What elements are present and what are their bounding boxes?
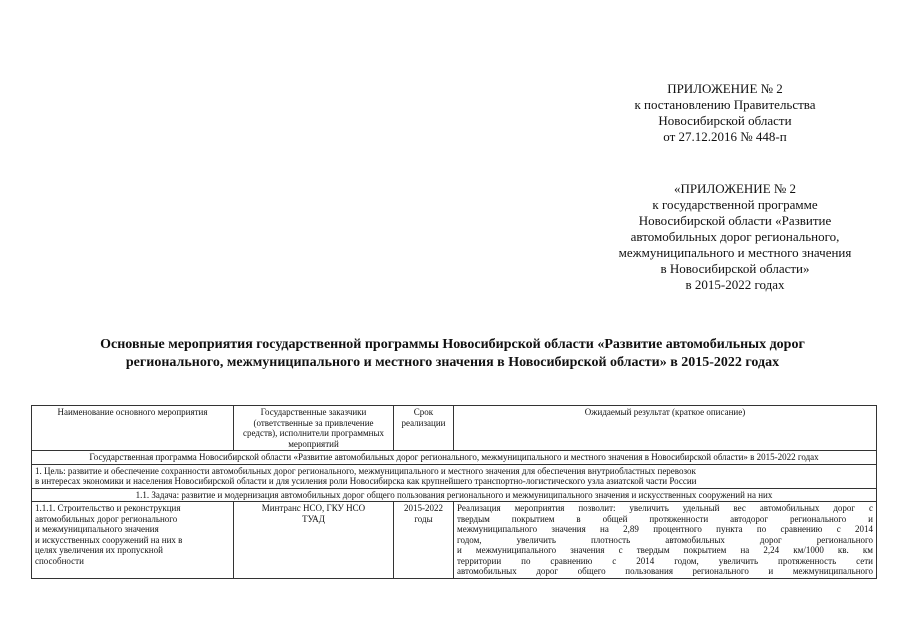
header-term: Срок реализации xyxy=(394,406,454,451)
program-appendix-line: межмуниципального и местного значения xyxy=(618,245,852,260)
program-appendix-line: в 2015-2022 годах xyxy=(685,277,785,292)
table-row xyxy=(32,502,877,579)
result-line: и межмуниципального значения с твердым покрытием на 2,24 км/1000 кв. км xyxy=(457,545,873,555)
goal-row-line: 1. Цель: развитие и обеспечение сохранности автомобильных дорог регионального, межмуниципального и местного значения для обеспечения внутриобластных перевозок xyxy=(35,465,696,476)
table-header-row xyxy=(32,406,877,451)
result-line: твердым покрытием в общей протяженности автодорог регионального и xyxy=(457,513,873,524)
appendix-header-line: к постановлению Правительства xyxy=(634,97,816,112)
header-customers: Государственные заказчики (ответственные за привлечение средств), исполнители программных мероприятий xyxy=(234,406,394,451)
result-line: годом, увеличить плотность автомобильных дорог регионального xyxy=(457,534,873,545)
term-line: годы xyxy=(414,513,433,524)
program-appendix-line: Новосибирской области «Развитие xyxy=(638,213,832,228)
appendix-header-line: от 27.12.2016 № 448-п xyxy=(663,129,787,144)
program-appendix-line: в Новосибирской области» xyxy=(660,261,810,276)
activity-line: 1.1.1. Строительство и реконструкция xyxy=(35,503,181,513)
header-activity: Наименование основного мероприятия xyxy=(32,406,234,451)
activity-line: автомобильных дорог регионального xyxy=(35,513,178,524)
term-cell xyxy=(394,502,454,579)
result-line: Реализация мероприятия позволит: увеличить удельный вес автомобильных дорог с xyxy=(457,503,873,513)
document-title-line: регионального, межмуниципального и местного значения в Новосибирской области» в 2015-2022 годах xyxy=(125,355,780,370)
customers-cell xyxy=(234,502,394,579)
task-row-cell: 1.1. Задача: развитие и модернизация автомобильных дорог общего пользования регионального и межмуниципального значения и искусственных сооружений на них xyxy=(32,488,877,502)
appendix-header xyxy=(600,81,850,145)
activities-table xyxy=(31,405,877,579)
program-appendix-header xyxy=(575,181,895,293)
document-title xyxy=(30,336,875,372)
program-appendix-line: «ПРИЛОЖЕНИЕ № 2 xyxy=(673,181,797,196)
result-line: автомобильных дорог общего пользования регионального и межмуниципального xyxy=(457,566,873,576)
result-line: территории по сравнению с 2014 годом, увеличить протяженность сети xyxy=(457,555,873,566)
activity-line: целях увеличения их пропускной xyxy=(35,545,163,555)
activity-line: и межмуниципального значения xyxy=(35,524,159,534)
header-result: Ожидаемый результат (краткое описание) xyxy=(454,406,877,451)
appendix-header-line: ПРИЛОЖЕНИЕ № 2 xyxy=(667,81,783,96)
program-row-cell: Государственная программа Новосибирской области «Развитие автомобильных дорог регионального, межмуниципального и местного значения в Новосибирской области» в 2015-2022 годах xyxy=(32,451,877,465)
program-row xyxy=(32,451,877,465)
result-cell xyxy=(454,502,877,579)
result-line: межмуниципального значения на 2,89 процентного пункта по сравнению с 2014 xyxy=(457,524,873,534)
program-appendix-line: автомобильных дорог регионального, xyxy=(630,229,840,244)
task-row xyxy=(32,488,877,502)
goal-row-line: в интересах экономики и населения Новосибирской области и для усиления роли Новосибирска как крупнейшего транспортно-логистического узла азиатской части России xyxy=(35,476,697,486)
activity-line: способности xyxy=(35,555,84,566)
activity-cell xyxy=(32,502,234,579)
goal-row xyxy=(32,464,877,488)
activity-line: и искусственных сооружений на них в xyxy=(35,534,183,545)
program-appendix-line: к государственной программе xyxy=(652,197,818,212)
customers-line: ТУАД xyxy=(302,513,325,524)
document-title-line: Основные мероприятия государственной программы Новосибирской области «Развитие автомобильных дорог xyxy=(100,337,805,352)
customers-line: Минтранс НСО, ГКУ НСО xyxy=(261,503,366,513)
term-line: 2015-2022 xyxy=(404,503,443,513)
appendix-header-line: Новосибирской области xyxy=(658,113,792,128)
goal-row-cell xyxy=(32,464,877,488)
